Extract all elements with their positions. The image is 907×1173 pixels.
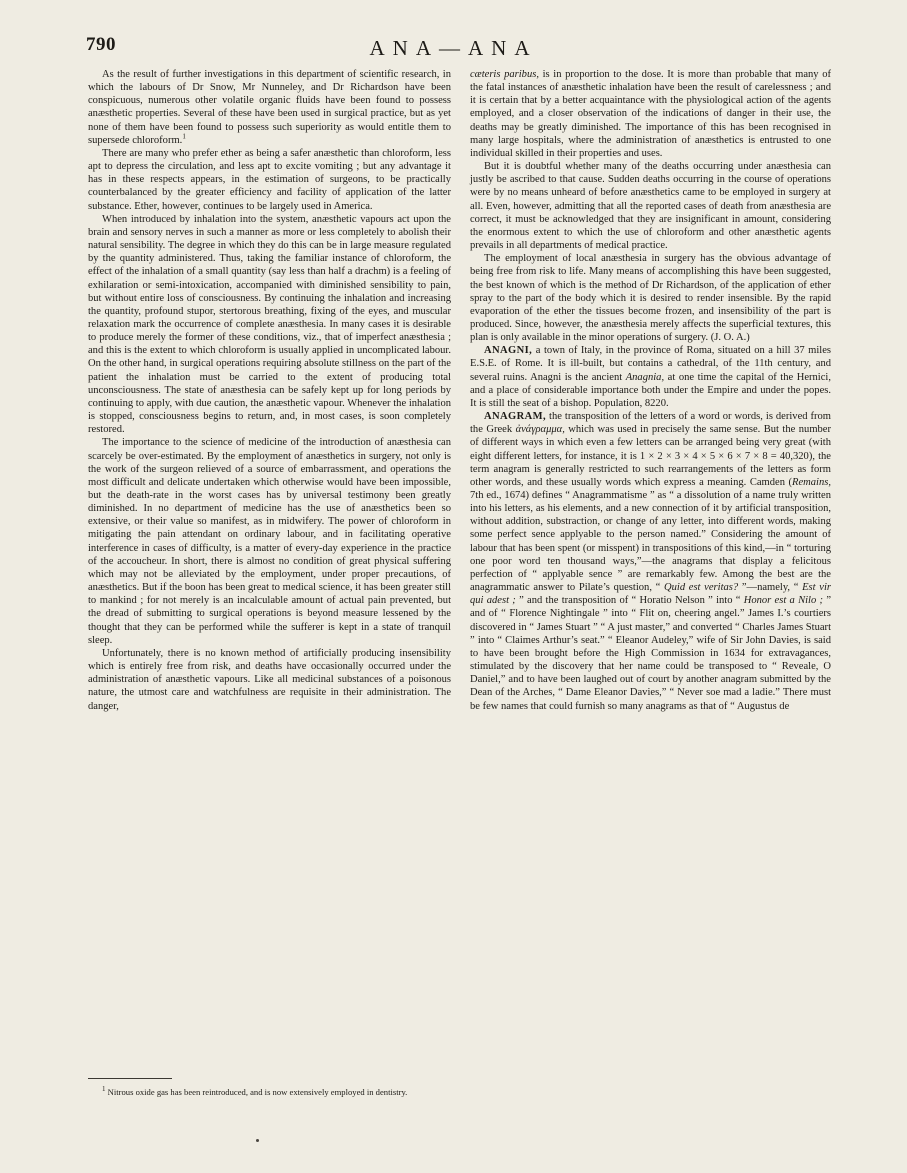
footnote-text: Nitrous oxide gas has been reintroduced, and is now extensively employed in dentistry. (105, 1087, 408, 1097)
paragraph: The employment of local anæsthesia in surgery has the obvious advantage of being free from risk to life. Many means of accomplishing this have been suggested, the best known of which is the method of Dr Richardson, of the application of ether spray to the part of the body which it is desired to render insensible. By the rapid evaporation of the ether the tissues become frozen, and insensibility of the part is produced. Since, however, the anæsthesia merely affects the superficial textures, this plan is only available in the minor operations of surgery. (J. O. A.) (470, 253, 831, 344)
right-column (470, 68, 831, 713)
footnote (88, 1087, 451, 1098)
footnote-divider (88, 1078, 172, 1079)
page-number: 790 (86, 34, 116, 55)
entry-anagram: ANAGRAM, the transposition of the letters of a word or words, is derived from the Greek ἀνάγραμμα, which was used in precisely the same sense. But the number of different ways in which even a few letters can be arranged being very great (with eight different letters, for instance, it is 1 × 2 × 3 × 4 × 5 × 6 × 7 × 8 = 40,320), the term anagram is generally restricted to such rearrangements of the letters as form other words, and these usually words which express a meaning. Camden (Remains, 7th ed., 1674) defines “ Anagrammatisme ” as “ a dissolution of a name truly written into his letters, as his elements, and a new connection of it by artificial transposition, without addition, substraction, or change of any letter, into different words, making some perfect sence applyable to the person named.” Considering the amount of labour that has been spent (or misspent) in transpositions of this kind,—in “ torturing one poor word ten thousand ways,”—the anagrams that display a felicitous perfection of “ applyable sence ” are remarkably few. Among the best are the anagrammatic answer to Pilate’s question, “ Quid est veritas? ”—namely, “ Est vir qui adest ; ” and the transposition of “ Horatio Nelson ” into “ Honor est a Nilo ; ” and of “ Florence Nightingale ” into “ Flit on, cheering angel.” James I.’s courtiers discovered in “ James Stuart ” “ A just master,” and converted “ Charles James Stuart ” into “ Claimes Arthur’s seat.” “ Eleanor Audeley,” wife of Sir John Davies, is said to have been brought before the High Commission in 1634 for extravagances, stimulated by the discovery that her name could be transposed to “ Reveale, O Daniel,” and to have been laughed out of court by another anagram submitted by the Dean of the Arches, “ Dame Eleanor Davies,” “ Never soe mad a ladie.” There must be few names that could furnish so many anagrams as that of “ Augustus de (470, 411, 832, 712)
left-column (88, 68, 451, 713)
paragraph: Unfortunately, there is no known method of artificially producing insensibility which is entirely free from risk, and deaths have occasionally occurred under the administration of anæsthetic vapours. Like all medicinal substances of a poisonous nature, the utmost care and watchfulness are requisite in their administration. The danger, (88, 647, 451, 712)
paragraph: cæteris paribus, is in proportion to the dose. It is more than probable that many of the fatal instances of anæsthetic inhalation have been the result of carelessness ; and it is certain that by a better acquaintance with the physiological action of the agents employed, and a closer observation of the indications of danger in their use, the deaths may be greatly diminished. The importance of this has been recognised in many large hospitals, where the administration of anæsthetics is entrusted to one individual skilled in their properties and uses. (470, 69, 831, 159)
paragraph: The importance to the science of medicine of the introduction of anæsthesia can scarcely be over-estimated. By the employment of anæsthetics in surgery, not only is the work of the surgeon relieved of a source of embarrassment, and operations the most difficult and delicate undertaken which otherwise would have been impossible, but the death-rate in the worst cases has by universal testimony been greatly diminished. In no department of medicine has the use of anæsthetics been so extensive, or their value so manifest, as in midwifery. The power of chloroform in mitigating the pain attendant on ordinary labour, and in facilitating operative interference in cases of difficulty, is a matter of every-day experience in the practice of the accoucheur. In short, there is almost no condition of great physical suffering which may not be alleviated by the employment, under proper precautions, of anæsthetics. But if the boon has been great to medical science, it has been greater still to mankind ; for not merely is an incalculable amount of actual pain prevented, but the dread of submitting to surgical operations is beyond measure lessened by the thought that they can be performed while the sufferer is kept in a state of tranquil sleep. (88, 437, 451, 646)
running-head: ANA—ANA (369, 36, 538, 60)
paragraph: When introduced by inhalation into the system, anæsthetic vapours act upon the brain and sensory nerves in such a manner as more or less completely to abolish their natural sensibility. The degree in which they do this can be in large measure regulated by the quantity administered. Thus, taking the familiar instance of chloroform, the effect of the inhalation of a small quantity (say less than half a drachm) is a feeling of exhilaration or semi-intoxication, accompanied with diminished sensibility to pain, but without entire loss of consciousness. By continuing the inhalation and increasing the quantity, profound stupor, stertorous breathing, fixing of the eyes, and muscular relaxation mark the occurrence of complete anæsthesia. In many cases it is desirable to produce merely the former of these conditions, viz., that of imperfect anæsthesia ; and this is the extent to which chloroform is usually applied in uncomplicated labour. On the other hand, in surgical operations requiring absolute stillness on the part of the patient the inhalation must be carried to the extent of producing total unconsciousness. The state of anæsthesia can be safely kept up for long periods by continuing to apply, with due caution, the anæsthetic vapour. Whenever the inhalation is stopped, consciousness begins to return, and, in most cases, is soon completely restored. (88, 213, 451, 436)
entry-anagni: ANAGNI, a town of Italy, in the province of Roma, situated on a hill 37 miles E.S.E. of Rome. It is ill-built, but contains a cathedral, of the 11th century, and several ruins. Anagni is the ancient Anagnia, at one time the capital of the Hernici, and a place of considerable importance both under the Empire and under the popes. It is still the seat of a bishop. Population, 8220. (470, 345, 831, 409)
headword: ANAGNI, (484, 345, 533, 357)
paragraph: But it is doubtful whether many of the deaths occurring under anæsthesia can justly be ascribed to that cause. Sudden deaths occurring in the course of operations were by no means unheard of before anæsthetics came to be employed in surgery at all. Even, however, admitting that all the reported cases of death from anæsthesia are correct, it must be acknowledged that they are insignificant in amount, considering the enormous extent to which the use of chloroform and other anæsthetic agents prevails in all departments of medical practice. (470, 161, 831, 252)
paragraph: There are many who prefer ether as being a safer anæsthetic than chloroform, less apt to depress the circulation, and less apt to excite vomiting ; but any advantage it has in these respects appears, in the estimation of surgeons, to be practically counterbalanced by the greater efficiency and facility of application of the latter substance. Ether, however, continues to be largely used in America. (88, 147, 451, 212)
headword: ANAGRAM, (484, 411, 547, 423)
footnote-marker: 1 (102, 1085, 106, 1094)
footnote-reference[interactable]: 1 (182, 132, 186, 141)
paragraph: As the result of further investigations in this department of scientific research, in which the labours of Dr Snow, Mr Nunneley, and Dr Richardson have been conspicuous, numerous other volatile organic fluids have been found to possess anæsthetic properties. Several of these have been used in surgical practice, but as yet none of them have been found to possess such superiority as would entitle them to supersede chloroform.$^1$ (88, 69, 451, 146)
author-signature: (J. O. A.) (710, 332, 750, 344)
print-speck (256, 1139, 259, 1142)
